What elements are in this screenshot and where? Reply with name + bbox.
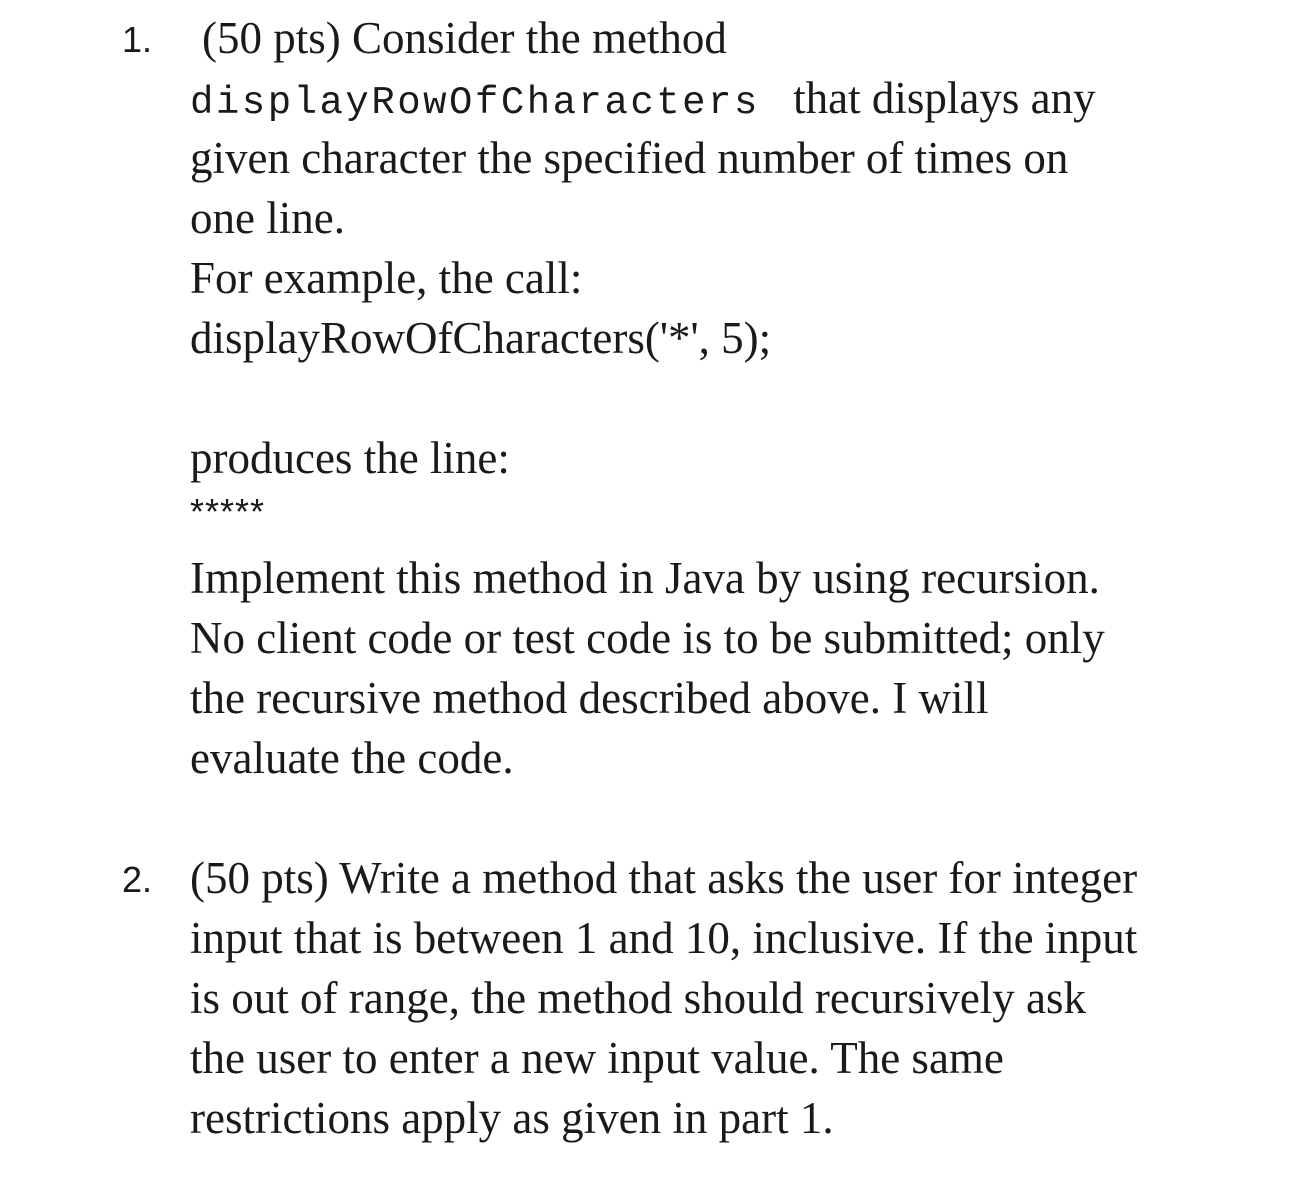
question-1-line-2 xyxy=(190,68,1096,133)
question-2-line-2: input that is between 1 and 10, inclusive. If the input xyxy=(190,913,1138,963)
question-2-line-1: (50 pts) Write a method that asks the user for integer xyxy=(190,853,1138,903)
question-1-points-line: (50 pts) Consider the method xyxy=(202,13,727,63)
example-call: displayRowOfCharacters('*', 5); xyxy=(190,313,772,363)
question-1-line-12: evaluate the code. xyxy=(190,733,514,783)
question-1-line-4: one line. xyxy=(190,193,345,243)
question-2-line-3: is out of range, the method should recursively ask xyxy=(190,973,1087,1023)
method-name-code: displayRowOfCharacters xyxy=(190,81,760,125)
question-1-line-10: No client code or test code is to be submitted; only xyxy=(190,613,1105,663)
example-intro: For example, the call: xyxy=(190,253,583,303)
produces-line-intro: produces the line: xyxy=(190,433,510,483)
question-1-number: 1. xyxy=(122,19,153,60)
example-output-stars: ***** xyxy=(190,491,266,532)
question-1-line-3: given character the specified number of times on xyxy=(190,133,1069,183)
question-1-line-2-rest: that displays any xyxy=(793,73,1096,123)
question-2-number: 2. xyxy=(122,859,153,900)
question-1-line-9: Implement this method in Java by using recursion. xyxy=(190,553,1100,603)
question-1-line-11: the recursive method described above. I will xyxy=(190,673,989,723)
question-2-line-4: the user to enter a new input value. The same xyxy=(190,1033,1004,1083)
question-2-line-5: restrictions apply as given in part 1. xyxy=(190,1093,834,1143)
